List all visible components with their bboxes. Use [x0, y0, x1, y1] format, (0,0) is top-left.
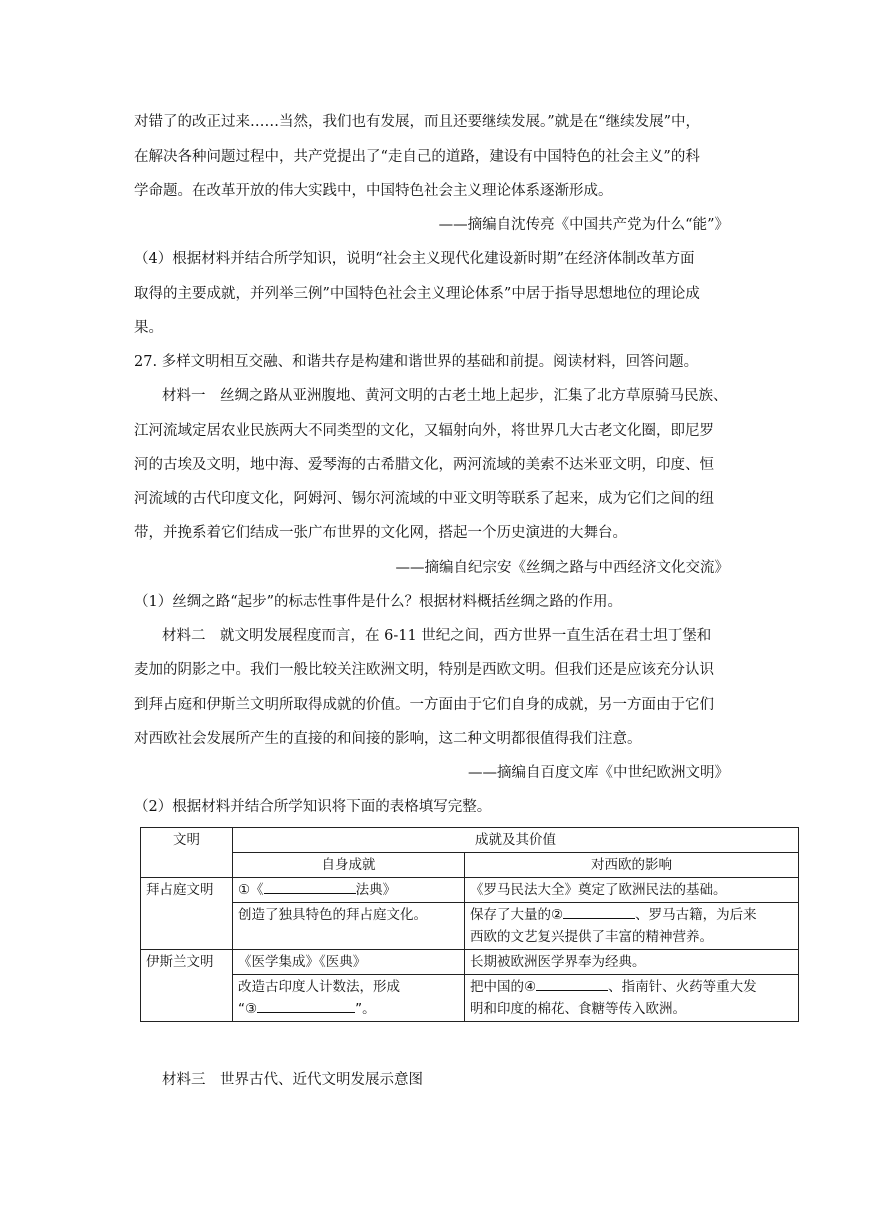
source-citation: ——摘编自沈传亮《中国共产党为什么“能”》	[438, 217, 729, 233]
cell-byzantine-influence-1: 《罗马民法大全》奠定了欧洲民法的基础。	[465, 878, 799, 903]
cell-text: 保存了大量的②	[470, 907, 564, 923]
material-1-line: 河流域的古代印度文化，阿姆河、锡尔河流域的中亚文明等联系了起来，成为它们之间的纽	[134, 491, 714, 507]
cell-text: ”。	[355, 1001, 376, 1017]
question-1: （1）丝绸之路“起步”的标志性事件是什么？根据材料概括丝绸之路的作用。	[134, 594, 623, 610]
civilization-table	[140, 827, 799, 1022]
row-label-byzantine: 拜占庭文明	[141, 878, 233, 903]
cell-islamic-achievement-2	[233, 975, 465, 1022]
material-2-line: 材料二 就文明发展程度而言，在 6-11 世纪之间，西方世界一直生活在君士坦丁堡和	[162, 628, 712, 644]
header-influence-on-west-europe: 对西欧的影响	[465, 853, 799, 878]
question-4-line: 取得的主要成就，并列举三例”中国特色社会主义理论体系”中居于指导思想地位的理论成	[134, 286, 700, 302]
answer-blank-3[interactable]	[257, 998, 355, 1013]
source-citation: ——摘编自百度文库《中世纪欧洲文明》	[468, 765, 729, 781]
question-4-line: （4）根据材料并结合所学知识，说明“社会主义现代化建设新时期”在经济体制改革方面	[134, 251, 695, 267]
cell-text: 西欧的文艺复兴提供了丰富的精神营养。	[470, 929, 713, 945]
header-achievements: 成就及其价值	[233, 828, 799, 853]
material-1-line: 江河流域定居农业民族两大不同类型的文化，又辐射向外，将世界几大古老文化圈，即尼罗	[134, 423, 714, 439]
cell-text: 明和印度的棉花、食糖等传入欧洲。	[470, 1001, 686, 1017]
cell-text: “③	[238, 1001, 258, 1017]
row-label-islamic: 伊斯兰文明	[141, 950, 233, 975]
material-2-line: 麦加的阴影之中。我们一般比较关注欧洲文明，特别是西欧文明。但我们还是应该充分认识	[134, 662, 714, 678]
header-own-achievements: 自身成就	[233, 853, 465, 878]
cell-islamic-achievement-1: 《医学集成》《医典》	[233, 950, 465, 975]
cell-byzantine-achievement-1	[233, 878, 465, 903]
answer-blank-1[interactable]	[264, 879, 356, 894]
paragraph-line: 在解决各种问题过程中，共产党提出了“走自己的道路，建设有中国特色的社会主义”的科	[134, 149, 700, 165]
question-4-line: 果。	[134, 320, 163, 336]
material-1-line: 河的古埃及文明，地中海、爱琴海的古希腊文化，两河流域的美索不达米亚文明，印度、恒	[134, 457, 714, 473]
cell-byzantine-influence-2	[465, 903, 799, 950]
question-27-stem: 27. 多样文明相互交融、和谐共存是构建和谐世界的基础和前提。阅读材料，回答问题。	[134, 354, 699, 370]
answer-blank-2[interactable]	[563, 904, 635, 919]
cell-islamic-influence-2	[465, 975, 799, 1022]
cell-byzantine-achievement-2: 创造了独具特色的拜占庭文化。	[233, 903, 465, 950]
cell-text: 法典》	[355, 882, 397, 898]
cell-text: ①《	[238, 882, 264, 898]
header-civilization: 文明	[141, 828, 233, 878]
cell-text: 、指南针、火药等重大发	[608, 979, 757, 995]
paragraph-line: 对错了的改正过来……当然，我们也有发展，而且还要继续发展。”就是在“继续发展”中，	[134, 114, 700, 130]
row-label-byzantine-cont	[141, 903, 233, 950]
cell-text: 、罗马古籍，为后来	[635, 907, 757, 923]
material-1-line: 材料一 丝绸之路从亚洲腹地、黄河文明的古老土地上起步，汇集了北方草原骑马民族、	[162, 388, 728, 404]
cell-text: 改造古印度人计数法，形成	[238, 979, 400, 995]
paragraph-line: 学命题。在改革开放的伟大实践中，中国特色社会主义理论体系逐渐形成。	[134, 183, 613, 199]
material-1-line: 带，并挽系着它们结成一张广布世界的文化网，搭起一个历史演进的大舞台。	[134, 525, 627, 541]
answer-blank-4[interactable]	[536, 976, 608, 991]
row-label-islamic-cont	[141, 975, 233, 1022]
material-2-line: 到拜占庭和伊斯兰文明所取得成就的价值。一方面由于它们自身的成就，另一方面由于它们	[134, 697, 714, 713]
material-2-line: 对西欧社会发展所产生的直接的和间接的影响，这二种文明都很值得我们注意。	[134, 731, 642, 747]
cell-islamic-influence-1: 长期被欧洲医学界奉为经典。	[465, 950, 799, 975]
source-citation: ——摘编自纪宗安《丝绸之路与中西经济文化交流》	[395, 560, 729, 576]
material-3-caption: 材料三 世界古代、近代文明发展示意图	[162, 1072, 423, 1088]
cell-text: 把中国的④	[470, 979, 537, 995]
question-2: （2）根据材料并结合所学知识将下面的表格填写完整。	[134, 799, 492, 815]
